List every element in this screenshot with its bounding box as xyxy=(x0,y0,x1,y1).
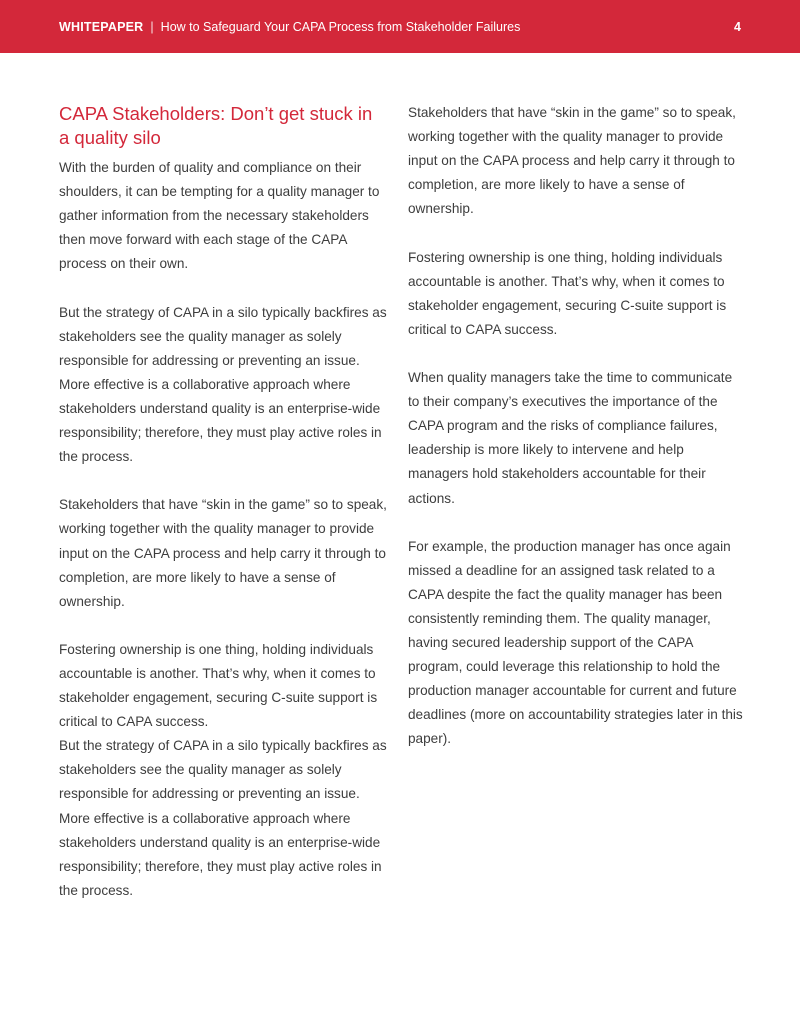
left-paragraph-4: Fostering ownership is one thing, holding individuals accountable is another. That’s why, when it comes to stakeholder engagement, securing C-suite support is critical to CAPA success. xyxy=(59,641,378,730)
page-number: 4 xyxy=(734,19,741,34)
left-column xyxy=(59,102,394,903)
left-paragraph-1: With the burden of quality and compliance on their shoulders, it can be tempting for a quality manager to gather information from the necessary stakeholders then move forward with each stage of the CAPA process on their own. xyxy=(59,160,380,272)
right-paragraph-3: When quality managers take the time to communicate to their company’s executives the importance of the CAPA program and the risks of compliance failures, leadership is more likely to intervene and help managers hold stakeholders accountable for their actions. xyxy=(408,370,733,506)
left-paragraph-5: But the strategy of CAPA in a silo typically backfires as stakeholders see the quality manager as solely responsible for addressing or preventing an issue. More effective is a collaborative approach where stakeholders understand quality is an enterprise-wide responsibility; therefore, they must play active roles in the process. xyxy=(59,738,387,898)
section-heading-line2: a quality silo xyxy=(59,127,161,148)
header-label: WHITEPAPER xyxy=(59,19,144,34)
section-heading xyxy=(59,102,394,150)
section-heading-line1: CAPA Stakeholders: Don’t get stuck in xyxy=(59,103,373,124)
page-header xyxy=(0,0,800,53)
right-paragraph-4: For example, the production manager has once again missed a deadline for an assigned task related to a CAPA despite the fact the quality manager has been consistently reminding them. The quality manager, having secured leadership support of the CAPA program, could leverage this relationship to hold the production manager accountable for current and future deadlines (more on accountability strategies later in this paper). xyxy=(408,538,743,747)
right-column xyxy=(408,101,744,752)
left-paragraph-2: But the strategy of CAPA in a silo typically backfires as stakeholders see the quality manager as solely responsible for addressing or preventing an issue. More effective is a collaborative approach where stakeholders understand quality is an enterprise-wide responsibility; therefore, they must play active roles in the process. xyxy=(59,304,387,465)
header-separator: | xyxy=(150,19,154,34)
right-paragraph-2: Fostering ownership is one thing, holding individuals accountable is another. That’s why, when it comes to stakeholder engagement, securing C-suite support is critical to CAPA success. xyxy=(408,249,727,337)
left-paragraph-3: Stakeholders that have “skin in the game” so to speak, working together with the quality manager to provide input on the CAPA process and help carry it through to completion, are more likely to have a sense of ownership. xyxy=(59,497,387,609)
right-paragraph-1: Stakeholders that have “skin in the game” so to speak, working together with the quality manager to provide input on the CAPA process and help carry it through to completion, are more likely to have a sense of ownership. xyxy=(408,105,736,217)
header-title: How to Safeguard Your CAPA Process from Stakeholder Failures xyxy=(160,19,521,34)
